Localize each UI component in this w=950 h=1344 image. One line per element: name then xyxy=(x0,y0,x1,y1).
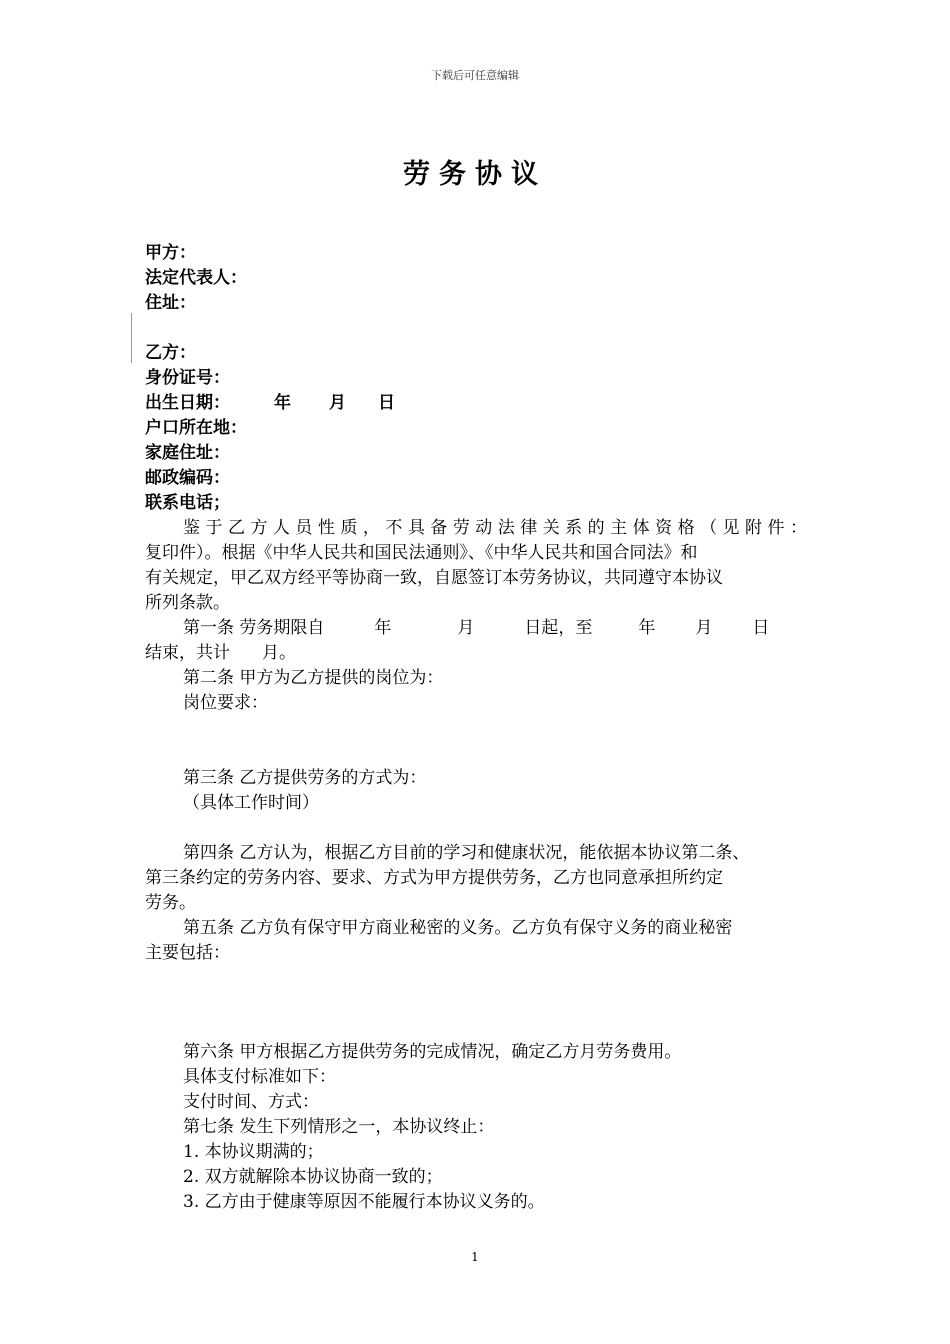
list-item: 2. 双方就解除本协议协商一致的； xyxy=(183,1167,443,1187)
birth-year-label: 年 xyxy=(274,393,291,413)
document-title: 劳务协议 xyxy=(403,159,547,190)
postal-code-label: 邮政编码： xyxy=(145,468,230,488)
margin-marker xyxy=(131,313,132,363)
party-b-label: 乙方： xyxy=(145,343,196,363)
article-2-line-2: 岗位要求： xyxy=(183,693,268,713)
article-1-month-start: 月 xyxy=(457,618,475,638)
page-number: 1 xyxy=(471,1250,479,1264)
birth-day-label: 日 xyxy=(378,393,395,413)
article-1-line-2 xyxy=(145,641,807,666)
list-item: 1. 本协议期满的； xyxy=(183,1142,324,1162)
article-3-line-2: （具体工作时间） xyxy=(183,793,319,813)
article-4-line-3: 劳务。 xyxy=(145,893,196,913)
party-a-label: 甲方： xyxy=(145,243,196,263)
article-1-months: 月。 xyxy=(262,643,296,663)
article-4-line-1: 第四条 乙方认为，根据乙方目前的学习和健康状况，能依据本协议第二条、 xyxy=(183,843,750,863)
birth-date-label: 出生日期： xyxy=(145,393,230,413)
birth-month-label: 月 xyxy=(329,393,346,413)
intro-line-2: 复印件）。根据《中华人民共和国民法通则》、《中华人民共和国合同法》和 xyxy=(145,543,698,563)
intro-line-3: 有关规定，甲乙双方经平等协商一致，自愿签订本劳务协议，共同遵守本协议 xyxy=(145,568,723,588)
article-1-year-end: 年 xyxy=(638,618,656,638)
id-number-label: 身份证号： xyxy=(145,368,230,388)
legal-rep-label: 法定代表人： xyxy=(145,268,247,288)
list-item: 3. 乙方由于健康等原因不能履行本协议义务的。 xyxy=(183,1192,545,1212)
article-1-day-start: 日起，至 xyxy=(524,618,593,638)
article-7-line-1: 第七条 发生下列情形之一，本协议终止： xyxy=(183,1117,495,1137)
article-6-line-1: 第六条 甲方根据乙方提供劳务的完成情况，确定乙方月劳务费用。 xyxy=(183,1042,682,1062)
article-3-line-1: 第三条 乙方提供劳务的方式为： xyxy=(183,768,427,788)
article-1-start: 第一条 劳务期限自 xyxy=(183,618,325,638)
article-5-line-2: 主要包括： xyxy=(145,943,230,963)
article-1-year-start: 年 xyxy=(374,618,392,638)
party-a-address-label: 住址： xyxy=(145,293,196,313)
article-1-total-label: 结束，共计 xyxy=(145,643,230,663)
article-1-day-end: 日 xyxy=(752,618,770,638)
intro-line-4: 所列条款。 xyxy=(145,593,230,613)
hukou-label: 户口所在地： xyxy=(145,418,247,438)
article-1-line-1 xyxy=(183,616,807,641)
home-address-label: 家庭住址： xyxy=(145,443,230,463)
article-6-line-2: 具体支付标准如下： xyxy=(183,1067,336,1087)
birth-date-row xyxy=(145,391,395,416)
phone-label: 联系电话； xyxy=(145,493,230,513)
article-2-line-1: 第二条 甲方为乙方提供的岗位为： xyxy=(183,668,444,688)
intro-line-1: 鉴于乙方人员性质，不具备劳动法律关系的主体资格（见附件： xyxy=(183,518,807,538)
article-6-line-3: 支付时间、方式： xyxy=(183,1092,319,1112)
article-5-line-1: 第五条 乙方负有保守甲方商业秘密的义务。乙方负有保守义务的商业秘密 xyxy=(183,918,733,938)
header-note: 下载后可任意编辑 xyxy=(431,69,519,82)
article-1-month-end: 月 xyxy=(695,618,713,638)
article-4-line-2: 第三条约定的劳务内容、要求、方式为甲方提供劳务，乙方也同意承担所约定 xyxy=(145,868,723,888)
